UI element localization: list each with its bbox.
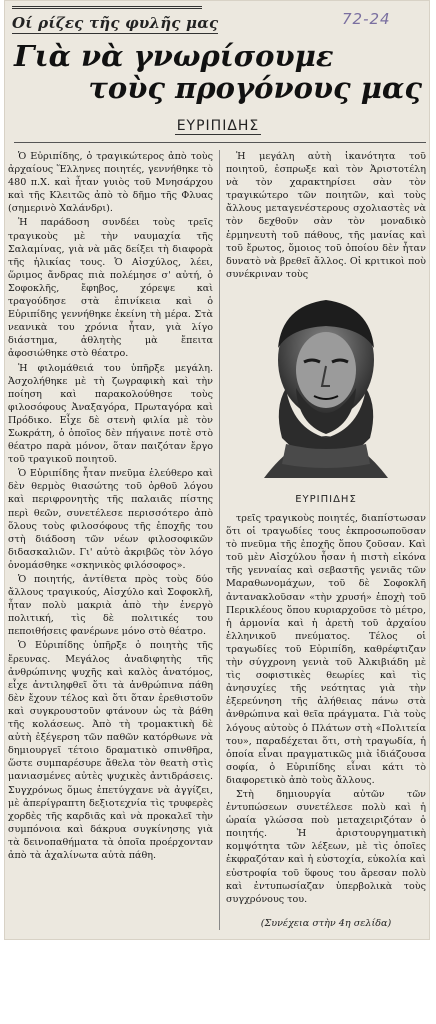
paragraph: Ὁ ποιητής, ἀντίθετα πρὸς τοὺς δύο ἄλλους τραγικούς, Αἰσχύλο καὶ Σοφοκλῆ, ἦταν πολὺ μακριὰ ἀπὸ τὴν ἐνεργὸ πολιτική, τὶς δὲ πολιτικές του πεποιθήσεις φανέρωνε μόνο στὸ θέατρο. xyxy=(8,574,213,638)
top-rule xyxy=(12,6,202,12)
series-title: Οί ρίζες τῆς φυλῆς μας xyxy=(12,14,219,32)
paragraph: Ὁ Εὐριπίδης, ὁ τραγικώτερος ἀπὸ τοὺς ἀρχαίους Ἕλληνες ποιητές, γεννήθηκε τὸ 480 π.Χ. καὶ ἦταν γυιὸς τοῦ Μνησάρχου καὶ τῆς Κλειτῶς ἀπὸ τὸ δῆμο τῆς Φλυας (σημερινὸ Χαλάνδρι). xyxy=(8,151,213,215)
continued-note: (Συνέχεια στὴν 4η σελίδα) xyxy=(260,918,392,929)
column-divider xyxy=(219,150,220,930)
paragraph: Ἡ φιλομάθειά του ὑπῆρξε μεγάλη. Ἀσχολήθηκε μὲ τὴ ζωγραφικὴ καὶ τὴν ποίηση καὶ παρακολούθησε τοὺς φιλοσόφους Ἀναξαγόρα, Πρωταγόρα καὶ Πρόδικο. Εἶχε δὲ στενὴ φιλία μὲ τὸν Σωκράτη, ὁ ὁποῖος δὲν πήγαινε ποτὲ στὸ θέατρο παρὰ μόνον, ὅταν παιζόταν ἔργο τοῦ τραγικοῦ ποιητοῦ. xyxy=(8,362,213,466)
paragraph: τρεῖς τραγικοὺς ποιητές, διαπίστωσαν ὅτι οἱ τραγωδίες τους ἐκπροσωποῦσαν τὸ πνεῦμα τῆς ἐποχῆς ὅπου ζοῦσαν. Καὶ τοῦ μὲν Αἰσχύλου ἦσαν ἡ πιστὴ εἰκόνα τῆς γενναίας καὶ σεβαστῆς γενιᾶς τῶν Μαραθωνομάχων, τοῦ δὲ Σοφοκλῆ ἀντανακλοῦσαν «τὴν χρυσή» ἐποχὴ τοῦ Περικλέους ὅπου κυριαρχοῦσε τὸ μέτρο, ἡ ἁρμονία καὶ ἡ ἀρετὴ τοῦ ἀρχαίου ἑλληνικοῦ πνεύματος. Τέλος οἱ τραγωδίες τοῦ Εὐριπίδη, καθρέφτιζαν τὴν σύγχρονη γενιὰ τοῦ Ἀλκιβιάδη μὲ τὶς σοφιστικὲς θεωρίες καὶ τὶς ἀνησυχίες τῆς νεότητας γιὰ τὴν ἐξερεύνηση τῆς ἀλήθειας πάνω στὰ ἀνθρώπινα καὶ θεῖα πράγματα. Γιὰ τοὺς λόγους αὐτοὺς ὁ Πλάτων στὴ «Πολιτεία του», παραδέχεται ὅτι, στὴ τραγωδία, ἡ ὁποία εἶναι πραγματικῶς μιὰ ἰδιάζουσα σοφία, ὁ Εὐριπίδης εἶναι κάτι τὸ διαφορετικὸ ἀπὸ τοὺς ἄλλους. xyxy=(226,513,426,786)
byline-text: ΕΥΡΙΠΙΔΗΣ xyxy=(176,118,260,134)
article-column-left xyxy=(8,150,213,930)
paragraph: Ἡ μεγάλη αὐτὴ ἱκανότητα τοῦ ποιητοῦ, ἐσπρωξε καὶ τὸν Ἀριστοτέλη νὰ τὸν χαρακτηρίσει σὰν τὸν τραγικώτερο τῶν ποιητῶν, καὶ τοὺς ἄλλους μεταγενέστερους σχολιαστὲς νὰ τὸν δεχθοῦν σὰν τὸν μοναδικὸ ἑρμηνευτὴ τοῦ πάθους, τῆς μανίας καὶ τοῦ ἔρωτος, ὅμοιος τοῦ ὁποίου δὲν ἦταν δυνατὸ νὰ βρεθεῖ ἄλλος. Οἱ κριτικοὶ ποὺ συνέκριναν τοὺς xyxy=(226,151,426,280)
article-column-right-top xyxy=(226,150,426,280)
paragraph: Ἡ παράδοση συνδέει τοὺς τρεῖς τραγικοὺς μὲ τὴν ναυμαχία τῆς Σαλαμίνας, γιὰ νὰ μᾶς δείξει τὴ διαφορὰ τῆς ἡλικίας τους. Ὁ Αἰσχύλος, λέει, ὥριμος ἄνδρας πιὰ πολέμησε σ' αὐτή, ὁ Σοφοκλῆς, ἔφηβος, χόρεψε καὶ τραγούδησε στὰ ἐπινίκεια καὶ ὁ Εὐριπίδης γεννήθηκε ἐκείνη τὴ μέρα. Στὰ νεανικὰ του χρόνια ἦταν, γιὰ λίγο διάστημα, ἀθλητὴς μὰ ἔπειτα ἀφοσιώθηκε στὸ θέατρο. xyxy=(8,217,213,360)
headline-line-1: Γιὰ νὰ γνωρίσουμε xyxy=(14,39,334,73)
paragraph: Ὁ Εὐριπίδης ὑπῆρξε ὁ ποιητὴς τῆς ἔρευνας. Μεγάλος ἀναδιφητὴς τῆς ἀνθρώπινης ψυχῆς καὶ καλὸς ἀνατόμος, εἶχε ἀντιληφθεῖ ὅτι τὰ ἀνθρώπινα πάθη δὲν ἔχουν τέλος καὶ ὅτι ὅταν ἐρεθιστοῦν καὶ συγκρουστοῦν φτάνουν ὡς τὰ βάθη τῆς κολάσεως. Ἀπὸ τὴ τρομακτικὴ δὲ αὐτὴ ἐξέγερση τῶν παθῶν κατόρθωνε νὰ δημιουργεῖ τέτοιο δραματικὸ σπινθῆρα, ὥστε συμπαρέσυρε ἄθελα τὸν θεατὴ στὶς μανιασμένες αὐτὲς ψυχικὲς ἀντιδράσεις. Συγχρόνως ὅμως ἐπετύγχανε νὰ ἀγγίζει, μὲ ἀπερίγραπτη δεξιοτεχνία τὶς τρυφερὲς χορδὲς τῆς καρδιᾶς καὶ νὰ προκαλεῖ τὴν συμπόνοια καὶ δάκρυα συγκίνησης γιὰ τὰ δεινοπαθήματα τὰ ὁποῖα προέρχονταν ἀπὸ τὰ ἀχαλίνωτα αὐτὰ πάθη. xyxy=(8,640,213,861)
article-column-right-bottom xyxy=(226,512,426,917)
handwritten-note: 72-24 xyxy=(342,10,391,28)
portrait-caption: ΕΥΡΙΠΙΔΗΣ xyxy=(295,494,357,505)
byline xyxy=(0,118,436,134)
paragraph: Ὁ Εὐριπίδης ἦταν πνεῦμα ἐλεύθερο καὶ δὲν θερμὸς θιασώτης τοῦ ὀρθοῦ λόγου καὶ περιφρονητὴς τῆς παλαιᾶς πίστης περὶ θεῶν, συνετέλεσε περισσότερο ἀπὸ ὅλους τοὺς φιλοσόφους τῆς ἐποχῆς του στὴ διάδοση τῶν νέων φιλοσοφικῶν διδασκαλιῶν. Γι' αὐτὸ ἀκριβῶς τὸν λόγο ὀνομάσθηκε «σκηνικὸς φιλόσοφος». xyxy=(8,468,213,571)
headline-line-2: τοὺς προγόνους μας xyxy=(88,71,422,105)
headline-rule xyxy=(14,142,426,143)
paragraph: Στὴ δημιουργία αὐτῶν τῶν ἐντυπώσεων συνετέλεσε πολὺ καὶ ἡ ὡραία γλώσσα ποὺ μεταχειριζόταν ὁ ποιητής. Ἡ ἀριστουργηματικὴ κομψότητα τῶν λέξεων, μὲ τὶς ὁποῖες ἐκφραζόταν καὶ ἡ εὐστοχία, εὐκολία καὶ εὐστροφία τοῦ ὕφους του ἄρεσαν πολὺ καὶ ἐντυπωσίαζαν ὑπερβολικὰ τοὺς συγχρόνους του. xyxy=(226,788,426,905)
bust-illustration xyxy=(234,288,418,482)
euripides-bust-image xyxy=(234,288,418,482)
